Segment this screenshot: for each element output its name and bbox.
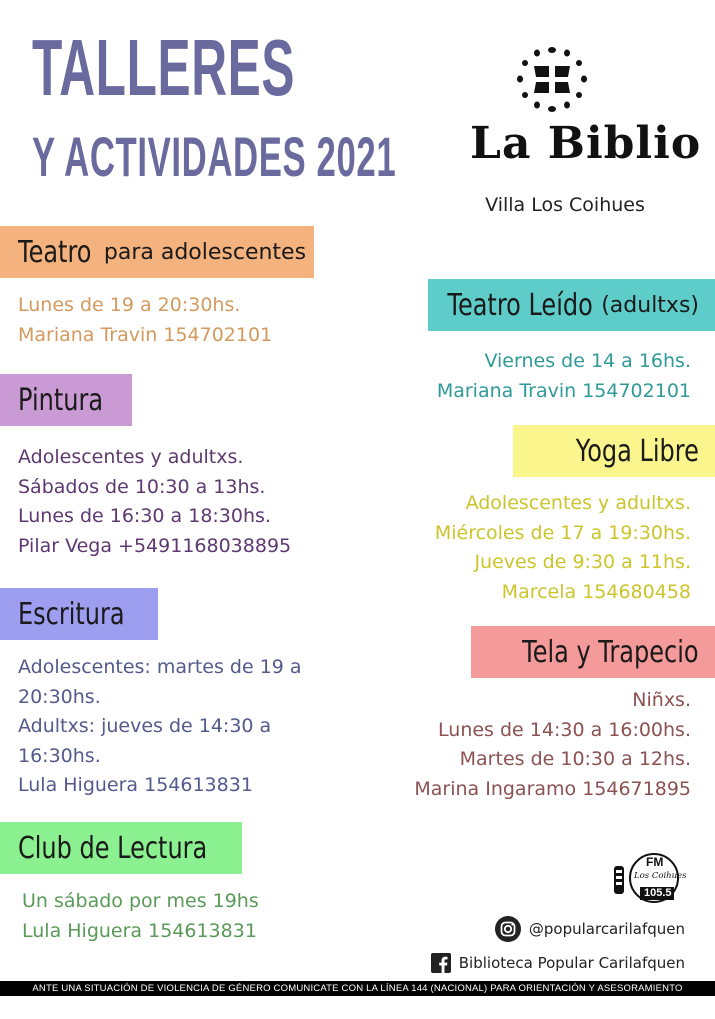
tela-contact: Marina Ingaramo 154671895 (414, 777, 691, 800)
club-schedule: Un sábado por mes 19hs (22, 890, 259, 912)
club-heading (0, 822, 242, 874)
fm-frequency: 105.5 (644, 887, 672, 899)
tela-schedule-1: Lunes de 14:30 a 16:00hs. (438, 718, 691, 741)
yoga-info (435, 489, 691, 607)
escritura-title: Escritura (18, 596, 125, 632)
teatro-schedule: Lunes de 19 a 20:30hs. (18, 294, 241, 316)
pintura-contact: Pilar Vega +5491168038895 (18, 534, 292, 557)
instagram-icon (495, 916, 521, 942)
teatro-contact: Mariana Travin 154702101 (18, 323, 273, 346)
pintura-schedule-2: Lunes de 16:30 a 18:30hs. (18, 505, 271, 527)
page-title: TALLERES (32, 23, 296, 112)
fm-station-name: Los Coihues (634, 871, 687, 881)
escritura-adultxs-time: 16:30hs. (18, 744, 101, 767)
pintura-title: Pintura (18, 382, 104, 418)
facebook-icon (431, 953, 451, 973)
yoga-audience: Adolescentes y adultxs. (465, 492, 691, 514)
fm-label: FM (646, 855, 664, 869)
escritura-adolescentes: Adolescentes: martes de 19 a (18, 656, 302, 678)
escritura-adultxs: Adultxs: jueves de 14:30 a (18, 715, 272, 737)
yoga-schedule-1: Miércoles de 17 a 19:30hs. (434, 521, 691, 544)
teatro-leido-schedule: Viernes de 14 a 16hs. (484, 350, 691, 372)
pintura-heading (0, 374, 132, 426)
escritura-heading (0, 588, 158, 640)
escritura-adolescentes-time: 20:30hs. (18, 685, 101, 708)
teatro-heading (0, 226, 314, 278)
teatro-info (18, 291, 272, 350)
yoga-contact: Marcela 154680458 (501, 580, 691, 603)
pintura-schedule-1: Sábados de 10:30 a 13hs. (18, 475, 266, 498)
sun-emblem-icon (512, 44, 592, 116)
escritura-info (18, 653, 302, 801)
teatro-leido-title: Teatro Leído (447, 287, 594, 323)
escritura-contact: Lula Higuera 154613831 (18, 774, 253, 796)
facebook-page[interactable] (431, 953, 685, 973)
yoga-title: Yoga Libre (575, 433, 699, 469)
club-title: Club de Lectura (18, 830, 208, 866)
logo-subtitle: Villa Los Coihues (485, 194, 645, 216)
yoga-heading (513, 425, 715, 477)
instagram-text: @popularcarilafquen (528, 920, 685, 938)
teatro-leido-heading (428, 279, 715, 331)
pintura-audience: Adolescentes y adultxs. (18, 446, 244, 468)
facebook-text: Biblioteca Popular Carilafquen (458, 954, 685, 972)
teatro-title-suffix: para adolescentes (103, 239, 307, 265)
teatro-leido-title-suffix: (adultxs) (601, 292, 699, 318)
page-subtitle: Y ACTIVIDADES 2021 (32, 125, 397, 188)
teatro-leido-info (437, 347, 691, 406)
club-info (22, 887, 259, 946)
teatro-leido-contact: Mariana Travin 154702101 (436, 379, 691, 402)
tela-info (414, 686, 691, 804)
la-biblio-logo (460, 44, 702, 224)
pintura-info (18, 443, 291, 561)
logo-name: La Biblio (470, 118, 702, 169)
instagram-handle[interactable] (495, 916, 685, 942)
fm-radio-logo (612, 852, 686, 904)
footer-notice: ANTE UNA SITUACIÓN DE VIOLENCIA DE GÉNERO COMUNICATE CON LA LÍNEA 144 (NACIONAL) PARA ORIENTACIÓN Y ASESORAMIENTO (0, 981, 715, 996)
tela-audience: Niñxs. (632, 689, 691, 711)
club-contact: Lula Higuera 154613831 (22, 919, 257, 942)
tela-schedule-2: Martes de 10:30 a 12hs. (459, 748, 691, 770)
tela-title: Tela y Trapecio (522, 634, 699, 670)
teatro-title: Teatro (18, 234, 92, 270)
tela-heading (471, 626, 715, 678)
yoga-schedule-2: Jueves de 9:30 a 11hs. (474, 551, 691, 573)
